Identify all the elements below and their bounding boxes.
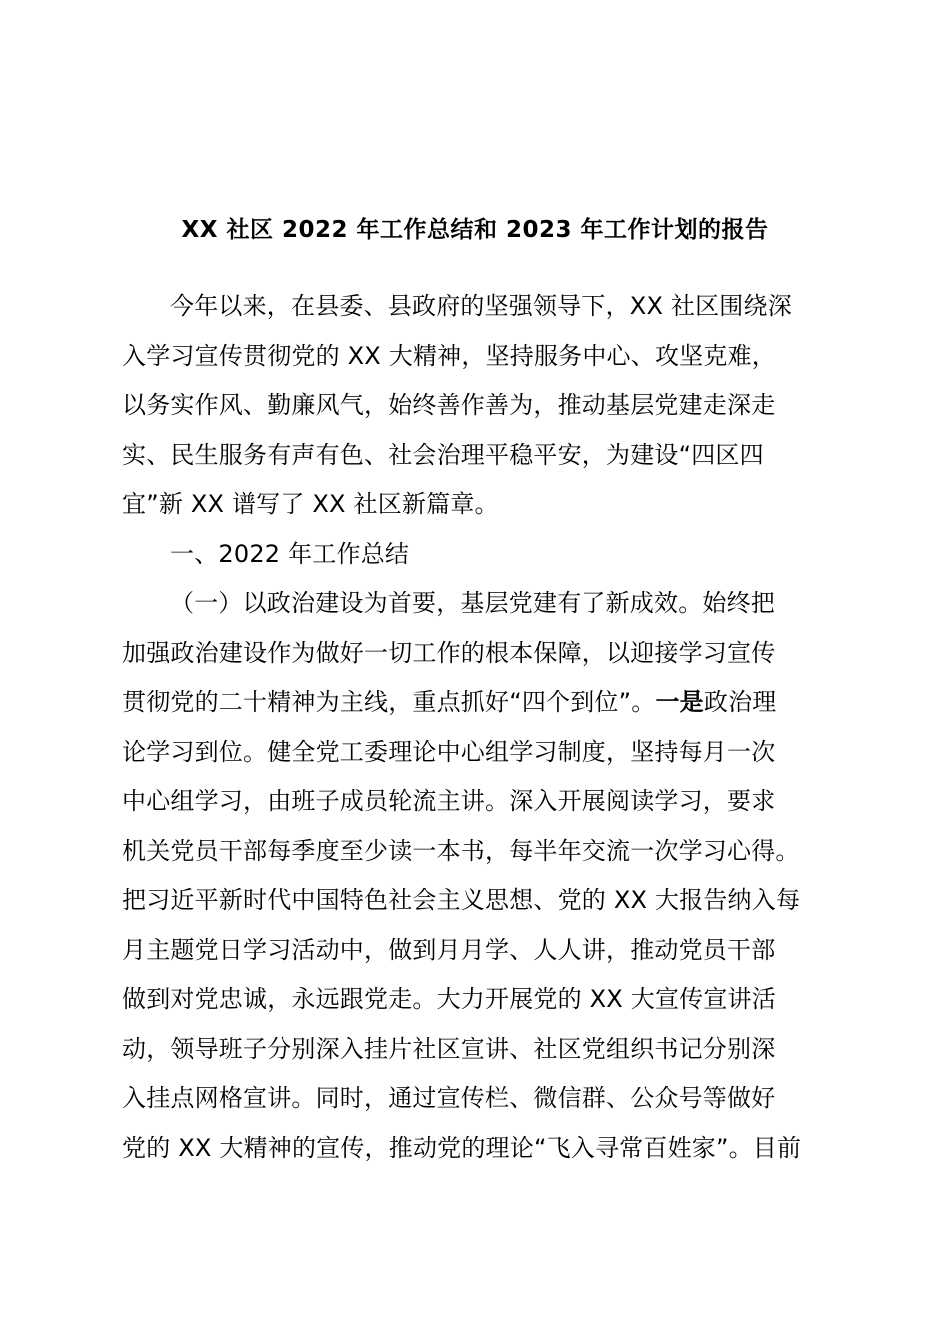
intro-line-5: 宜”新 XX 谱写了 XX 社区新篇章。: [122, 490, 499, 518]
document-title: XX 社区 2022 年工作总结和 2023 年工作计划的报告: [181, 217, 769, 243]
section-heading: 一、2022 年工作总结: [170, 539, 410, 568]
para1-line-10: 动，领导班子分别深入挂片社区宣讲、社区党组织书记分别深: [122, 1034, 776, 1063]
para1-line-5: 中心组学习，由班子成员轮流主讲。深入开展阅读学习，要求: [122, 787, 776, 815]
para1-line-6: 机关党员干部每季度至少读一本书，每半年交流一次学习心得。: [122, 836, 800, 865]
para1-line-8: 月主题党日学习活动中，做到月月学、人人讲，推动党员干部: [122, 935, 776, 964]
intro-line-3: 以务实作风、勤廉风气，始终善作善为，推动基层党建走深走: [122, 391, 776, 419]
para1-bold-marker: 一是: [655, 688, 704, 716]
document-body: [122, 282, 842, 1173]
para1-line-1: （一）以政治建设为首要，基层党建有了新成效。始终把: [170, 589, 775, 617]
para1-line-3-tail: 政治理: [703, 688, 777, 716]
para1-line-9: 做到对党忠诚，永远跟党走。大力开展党的 XX 大宣传宣讲活: [122, 985, 776, 1013]
para1-line-4: 论学习到位。健全党工委理论中心组学习制度，坚持每月一次: [122, 737, 776, 766]
para1-line-2: 加强政治建设作为做好一切工作的根本保障，以迎接学习宣传: [122, 638, 776, 667]
para1-line-3: [122, 678, 842, 728]
intro-line-1: 今年以来，在县委、县政府的坚强领导下，XX 社区围绕深: [170, 292, 792, 320]
intro-line-4: 实、民生服务有声有色、社会治理平稳平安，为建设“四区四: [122, 440, 764, 469]
para1-line-11: 入挂点网格宣讲。同时，通过宣传栏、微信群、公众号等做好: [122, 1084, 776, 1112]
para1-line-12: 党的 XX 大精神的宣传，推动党的理论“飞入寻常百姓家”。目前: [122, 1133, 802, 1162]
para1-line-3-text: 贯彻党的二十精神为主线，重点抓好“四个到位”。: [122, 688, 656, 716]
para1-line-7: 把习近平新时代中国特色社会主义思想、党的 XX 大报告纳入每: [122, 886, 801, 914]
intro-line-2: 入学习宣传贯彻党的 XX 大精神，坚持服务中心、攻坚克难，: [122, 341, 776, 370]
